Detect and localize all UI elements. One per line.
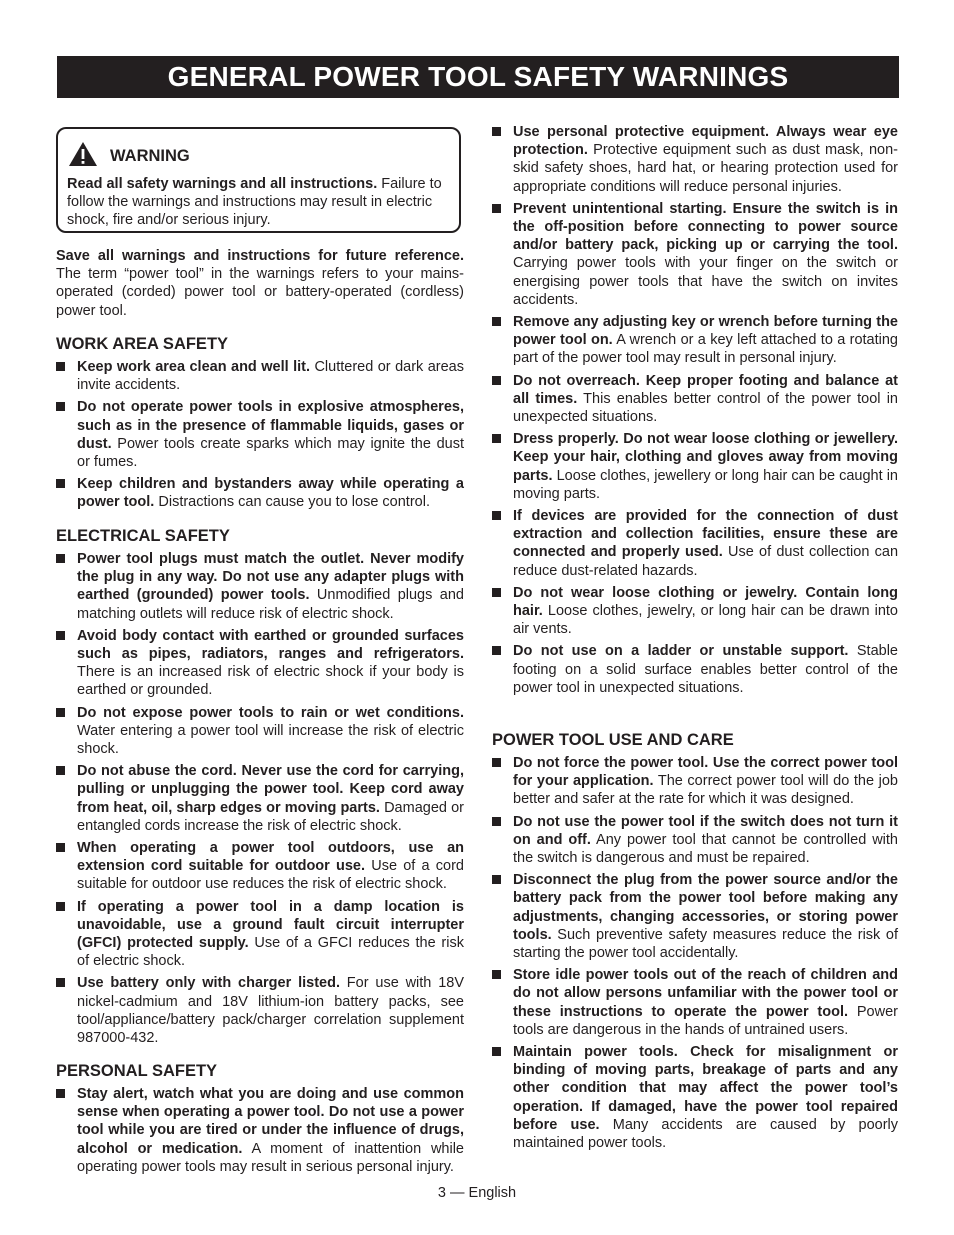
item-text: Use of a GFCI reduces the risk of electric shock.	[77, 935, 464, 970]
item-text: Use of a cord suitable for outdoor use reduces the risk of electric shock.	[77, 858, 464, 893]
list-item	[56, 898, 464, 971]
section-heading: PERSONAL SAFETY	[56, 1062, 218, 1080]
item-text: Use of dust collection can reduce dust-related hazards.	[513, 544, 899, 579]
item-text: Power tools are dangerous in the hands of untrained users.	[513, 1003, 898, 1038]
item-text: Cluttered or dark areas invite accidents.	[77, 359, 464, 394]
item-list	[56, 550, 464, 1047]
page-footer: 3 — English	[437, 1185, 517, 1201]
personal-section	[56, 1061, 464, 1176]
item-text: The correct power tool will do the job better and safer at the rate for which it was designed.	[513, 773, 898, 808]
intro-bold: Save all warnings and instructions for future reference.	[56, 248, 464, 264]
list-item	[492, 507, 898, 580]
section-heading: POWER TOOL USE AND CARE	[492, 731, 734, 749]
list-item	[492, 200, 898, 309]
item-bold: If devices are provided for the connection of dust extraction and collection facilities, ensure these are connected and properly used.	[513, 508, 898, 561]
warning-body: Failure to follow the warnings and instructions may result in electric shock, fire and/or serious injury.	[67, 176, 442, 229]
list-item	[492, 1043, 898, 1152]
item-text: For use with 18V nickel-cadmium and 18V lithium-ion battery packs, see tool/appliance/battery pack/charger correlation supplement 987000-432.	[77, 975, 464, 1047]
list-item	[56, 475, 464, 511]
warning-text	[67, 175, 457, 230]
item-text: Water entering a power tool will increase the risk of electric shock.	[77, 722, 464, 758]
item-bold: Remove any adjusting key or wrench before turning the power tool on.	[513, 314, 898, 349]
list-item	[492, 430, 898, 503]
list-item	[56, 704, 464, 759]
list-item	[492, 966, 898, 1039]
section-heading: ELECTRICAL SAFETY	[56, 527, 230, 545]
item-bold: Dress properly. Do not wear loose clothing or jewellery. Keep your hair, clothing and gloves away from moving parts.	[513, 431, 898, 484]
item-list	[56, 358, 464, 512]
item-text: There is an increased risk of electric shock if your body is earthed or grounded.	[77, 664, 464, 699]
item-bold: Avoid body contact with earthed or grounded surfaces such as pipes, radiators, ranges and refrigerators.	[77, 627, 464, 663]
item-text: Unmodified plugs and matching outlets will reduce risk of electric shock.	[77, 587, 464, 622]
item-text: Any power tool that cannot be controlled with the switch is dangerous and must be repaired.	[513, 831, 899, 867]
list-item	[56, 839, 464, 894]
item-bold: Keep children and bystanders away while operating a power tool.	[77, 476, 464, 511]
list-item	[56, 974, 464, 1047]
personal-section-continued	[492, 123, 898, 697]
list-item	[492, 754, 898, 809]
item-bold: Store idle power tools out of the reach of children and do not allow persons unfamiliar with the power tool or these instructions to operate the power tool.	[513, 967, 898, 1020]
section-heading: WORK AREA SAFETY	[56, 335, 229, 353]
item-bold: Use personal protective equipment. Always wear eye protection.	[513, 124, 898, 159]
warning-triangle-icon	[68, 141, 98, 172]
list-item	[56, 627, 464, 700]
warning-bold: Read all safety warnings and all instructions.	[67, 176, 378, 192]
list-item	[492, 123, 898, 196]
item-bold: Do not operate power tools in explosive atmospheres, such as in the presence of flammable liquids, gases or dust.	[77, 399, 464, 452]
item-bold: Keep work area clean and well lit.	[77, 359, 310, 375]
list-item	[492, 372, 898, 427]
item-bold: Power tool plugs must match the outlet. Never modify the plug in any way. Do not use any adapter plugs with earthed (grounded) power tools.	[77, 551, 464, 604]
warning-title: WARNING	[110, 147, 190, 165]
list-item	[56, 762, 464, 835]
list-item	[492, 871, 898, 962]
item-bold: Maintain power tools. Check for misalignment or binding of moving parts, breakage of parts and any other condition that may affect the power tool’s operation. If damaged, have the power tool repaired before use.	[513, 1044, 898, 1133]
item-text: Protective equipment such as dust mask, non-skid safety shoes, hard hat, or hearing protection used for appropriate conditions will reduce personal injuries.	[513, 142, 898, 195]
item-bold: Do not expose power tools to rain or wet conditions.	[77, 704, 464, 721]
item-bold: Disconnect the plug from the power source and/or the battery pack from the power tool before making any adjustments, changing accessories, or storing power tools.	[513, 872, 898, 943]
list-item	[492, 813, 898, 868]
intro-text: The term “power tool” in the warnings refers to your mains-operated (corded) power tool or battery-operated (cordless) power tool.	[56, 266, 464, 319]
page-title-banner: GENERAL POWER TOOL SAFETY WARNINGS	[57, 56, 899, 98]
item-bold: Do not abuse the cord. Never use the cord for carrying, pulling or unplugging the power tool. Keep cord away from heat, oil, sharp edges or moving parts.	[77, 763, 464, 816]
item-text: Power tools create sparks which may ignite the dust or fumes.	[77, 435, 464, 471]
list-item	[56, 550, 464, 623]
item-text: Loose clothes, jewelry, or long hair can be drawn into air vents.	[513, 603, 898, 638]
item-bold: Stay alert, watch what you are doing and use common sense when operating a power tool. Do not use a power tool while you are tired or under the influence of drugs, alcohol or medication.	[77, 1086, 464, 1157]
item-list	[492, 754, 898, 1152]
power-tool-use-section	[492, 730, 898, 1152]
warning-box	[56, 127, 461, 233]
item-list	[492, 123, 898, 697]
intro-paragraph	[56, 247, 464, 320]
item-text: Distractions can cause you to lose control.	[154, 494, 430, 511]
item-bold: Do not use the power tool if the switch does not turn it on and off.	[513, 813, 898, 848]
item-text: Many accidents are caused by poorly maintained power tools.	[513, 1116, 899, 1152]
item-text: Stable footing on a solid surface enables better control of the power tool in unexpected situations.	[513, 643, 898, 696]
item-text: Carrying power tools with your finger on the switch or energising power tools that have the switch on invites accidents.	[513, 255, 898, 308]
item-bold: If operating a power tool in a damp location is unavoidable, use a ground fault circuit interrupter (GFCI) protected supply.	[77, 898, 464, 952]
item-bold: Prevent unintentional starting. Ensure the switch is in the off-position before connecting to power source and/or battery pack, picking up or carrying the tool.	[513, 200, 898, 254]
list-item	[56, 358, 464, 394]
list-item	[492, 642, 898, 697]
item-bold: Do not use on a ladder or unstable support.	[513, 643, 849, 660]
item-bold: Do not overreach. Keep proper footing and balance at all times.	[513, 372, 898, 407]
item-list	[56, 1085, 464, 1176]
item-text: Loose clothes, jewellery or long hair can be caught in moving parts.	[513, 467, 898, 502]
electrical-section	[56, 526, 464, 1047]
warning-header	[68, 141, 190, 172]
item-bold: Do not wear loose clothing or jewelry. Contain long hair.	[513, 584, 898, 620]
item-bold: Do not force the power tool. Use the correct power tool for your application.	[513, 755, 898, 790]
item-text: A moment of inattention while operating power tools may result in serious personal injury.	[77, 1140, 464, 1175]
item-bold: When operating a power tool outdoors, use an extension cord suitable for outdoor use.	[77, 840, 464, 875]
list-item	[492, 313, 898, 368]
item-text: Damaged or entangled cords increase the risk of electric shock.	[77, 799, 464, 834]
work-area-section	[56, 334, 464, 512]
item-text: A wrench or a key left attached to a rotating part of the power tool may result in personal injury.	[513, 332, 898, 367]
list-item	[56, 1085, 464, 1176]
item-text: This enables better control of the power tool in unexpected situations.	[513, 390, 898, 426]
list-item	[492, 584, 898, 639]
list-item	[56, 398, 464, 471]
item-bold: Use battery only with charger listed.	[77, 975, 340, 992]
item-text: Such preventive safety measures reduce the risk of starting the power tool accidentally.	[513, 926, 898, 962]
